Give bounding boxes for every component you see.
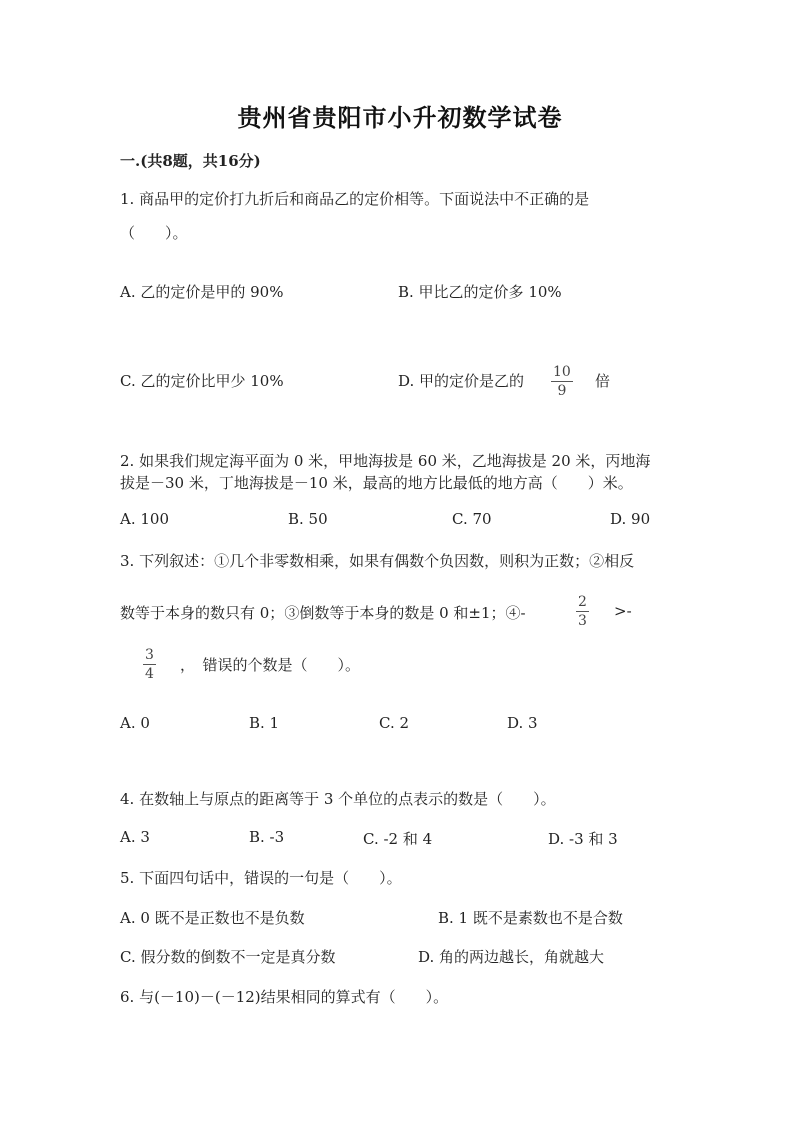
q3-option-a: A. 0 <box>120 714 150 732</box>
q5-option-c: C. 假分数的倒数不一定是真分数 <box>120 948 336 966</box>
fraction-denominator: 3 <box>578 613 587 629</box>
q1-option-a: A. 乙的定价是甲的 90% <box>120 283 284 301</box>
q1-option-b: B. 甲比乙的定价多 10% <box>398 283 562 301</box>
q3-option-b: B. 1 <box>249 714 280 732</box>
q4-option-d: D. -3 和 3 <box>548 830 618 848</box>
q2-stem-line1: 2. 如果我们规定海平面为 0 米，甲地海拔是 60 米，乙地海拔是 20 米，丙地海 <box>120 452 651 470</box>
q2-option-d: D. 90 <box>610 510 651 528</box>
page-title: 贵州省贵阳市小升初数学试卷 <box>237 103 563 132</box>
q1-stem-line1: 1. 商品甲的定价打九折后和商品乙的定价相等。下面说法中不正确的是 <box>120 190 590 208</box>
q1-option-d-fraction <box>551 365 573 398</box>
fraction-numerator: 2 <box>578 594 587 610</box>
q5-stem: 5. 下面四句话中，错误的一句是（ ）。 <box>120 869 402 887</box>
q2-stem-line2: 拔是－30 米，丁地海拔是－10 米，最高的地方比最低的地方高（ ）米。 <box>120 474 633 492</box>
q6-stem: 6. 与(－10)－(－12)结果相同的算式有（ ）。 <box>120 988 449 1006</box>
q3-stem-line2: 数等于本身的数只有 0；③倒数等于本身的数是 0 和±1；④- <box>120 604 526 622</box>
q5-option-b: B. 1 既不是素数也不是合数 <box>438 909 623 927</box>
q3-stem-line1: 3. 下列叙述：①几个非零数相乘，如果有偶数个负因数，则积为正数；②相反 <box>120 552 635 570</box>
q2-option-c: C. 70 <box>452 510 492 528</box>
q3-fraction-two-thirds <box>576 595 589 628</box>
q3-option-d: D. 3 <box>507 714 538 732</box>
q1-stem-line2: （ ）。 <box>120 224 188 242</box>
q4-option-b: B. -3 <box>249 828 285 846</box>
q1-option-c: C. 乙的定价比甲少 10% <box>120 372 284 390</box>
q3-greater-than-sign: >- <box>614 602 632 620</box>
section-heading: 一.(共8题，共16分) <box>120 152 261 170</box>
q2-option-a: A. 100 <box>120 510 169 528</box>
fraction-numerator: 3 <box>145 647 154 663</box>
fraction-denominator: 9 <box>557 383 567 399</box>
q5-option-a: A. 0 既不是正数也不是负数 <box>120 909 305 927</box>
q3-option-c: C. 2 <box>379 714 410 732</box>
q4-option-a: A. 3 <box>120 828 150 846</box>
q1-option-d-suffix: 倍 <box>595 372 611 390</box>
q1-option-d: D. 甲的定价是乙的 <box>398 372 525 390</box>
q5-option-d: D. 角的两边越长，角就越大 <box>418 948 605 966</box>
q4-stem: 4. 在数轴上与原点的距离等于 3 个单位的点表示的数是（ ）。 <box>120 790 556 808</box>
q3-fraction-three-quarters <box>143 648 156 681</box>
q4-option-c: C. -2 和 4 <box>363 830 433 848</box>
fraction-numerator: 10 <box>553 364 571 380</box>
q2-option-b: B. 50 <box>288 510 328 528</box>
fraction-denominator: 4 <box>145 666 154 682</box>
q3-stem-line3: ， 错误的个数是（ ）。 <box>180 656 361 674</box>
